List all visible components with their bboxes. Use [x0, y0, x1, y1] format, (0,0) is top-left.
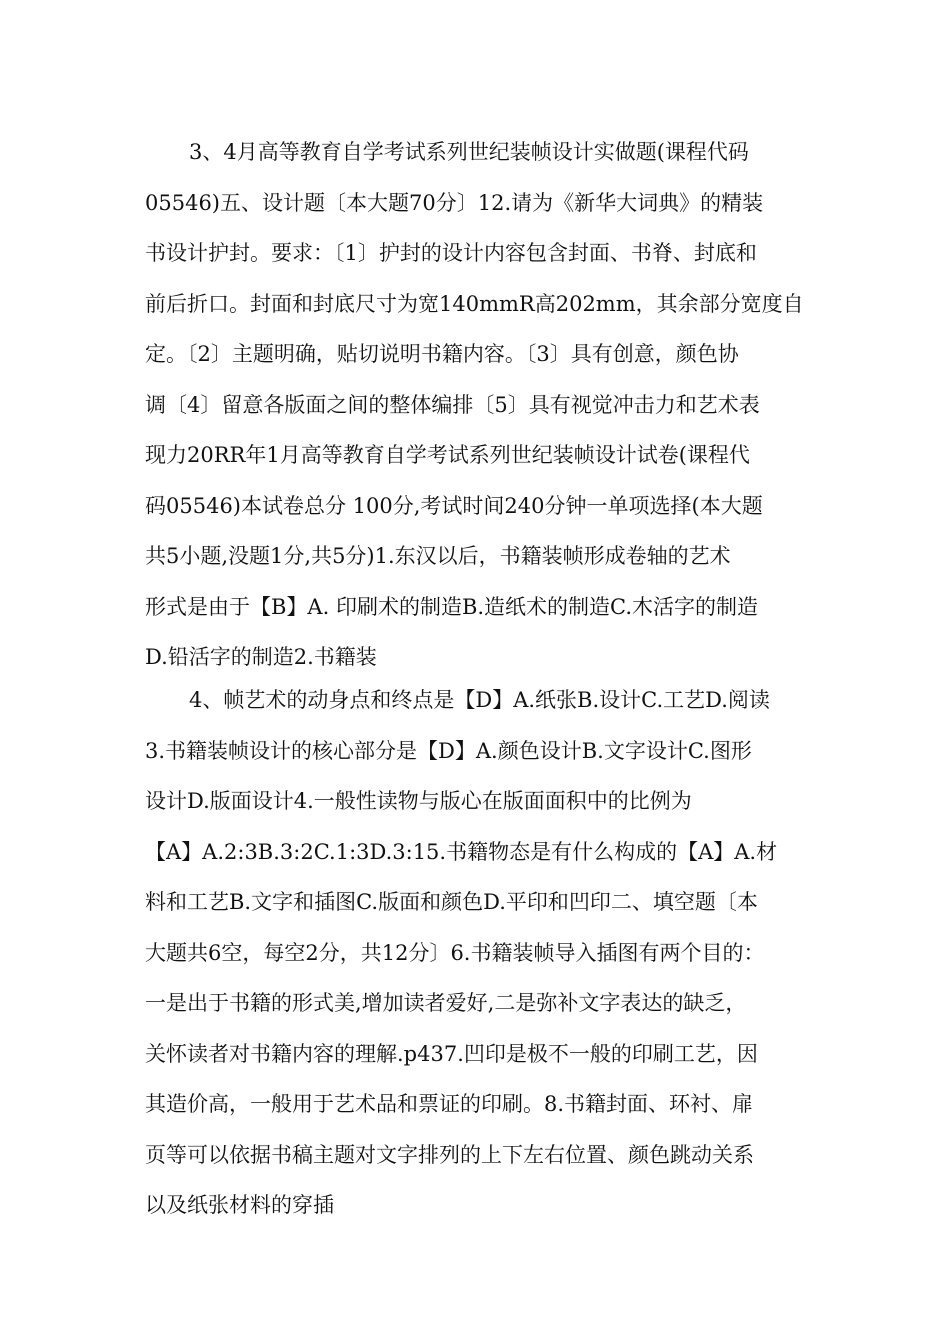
paragraph-line: 一是出于书籍的形式美,增加读者爱好,二是弥补文字表达的缺乏， — [145, 991, 747, 1015]
paragraph-line: 其造价高，一般用于艺术品和票证的印刷。8.书籍封面、环衬、扉 — [145, 1092, 754, 1116]
paragraph-line: 形式是由于【B】A. 印刷术的制造B.造纸术的制造C.木活字的制造 — [145, 594, 759, 619]
paragraph-2 — [145, 675, 817, 1231]
paragraph-line: 以及纸张材料的穿插 — [145, 1193, 334, 1217]
paragraph-line: 定。〔2〕主题明确，贴切说明书籍内容。〔3〕具有创意，颜色协 — [145, 342, 739, 366]
paragraph-line: 码05546)本试卷总分 100分,考试时间240分钟一单项选择(本大题 — [145, 493, 763, 518]
paragraph-line: 前后折口。封面和封底尺寸为宽140mmR高202mm，其余部分宽度自 — [145, 291, 804, 316]
paragraph-line: 现力20RR年1月高等教育自学考试系列世纪装帧设计试卷(课程代 — [145, 443, 750, 467]
paragraph-line: D.铅活字的制造2.书籍装 — [145, 645, 377, 669]
paragraph-line: 设计D.版面设计4.一般性读物与版心在版面面积中的比例为 — [145, 789, 692, 813]
paragraph-line: 3.书籍装帧设计的核心部分是【D】A.颜色设计B.文字设计C.图形 — [145, 738, 752, 763]
paragraph-line: 3、4月高等教育自学考试系列世纪装帧设计实做题(课程代码 — [189, 140, 749, 164]
paragraph-line: 页等可以依据书稿主题对文字排列的上下左右位置、颜色跳动关系 — [145, 1142, 754, 1167]
paragraph-line: 【A】A.2:3B.3:2C.1:3D.3:15.书籍物态是有什么构成的【A】A.材 — [145, 839, 778, 864]
paragraph-1 — [145, 127, 817, 683]
paragraph-line: 调〔4〕留意各版面之间的整体编排〔5〕具有视觉冲击力和艺术表 — [145, 392, 760, 417]
paragraph-line: 4、帧艺术的动身点和终点是【D】A.纸张B.设计C.工艺D.阅读 — [189, 688, 770, 712]
paragraph-line: 共5小题,没题1分,共5分)1.东汉以后，书籍装帧形成卷轴的艺术 — [145, 544, 731, 568]
paragraph-line: 关怀读者对书籍内容的理解.p437.凹印是极不一般的印刷工艺，因 — [145, 1041, 758, 1066]
paragraph-line: 大题共6空，每空2分，共12分〕6.书籍装帧导入插图有两个目的： — [145, 940, 765, 965]
paragraph-line: 书设计护封。要求：〔1〕护封的设计内容包含封面、书脊、封底和 — [145, 241, 757, 265]
paragraph-line: 05546)五、设计题〔本大题70分〕12.请为《新华大词典》的精装 — [145, 190, 764, 215]
paragraph-line: 料和工艺B.文字和插图C.版面和颜色D.平印和凹印二、填空题〔本 — [145, 890, 758, 914]
